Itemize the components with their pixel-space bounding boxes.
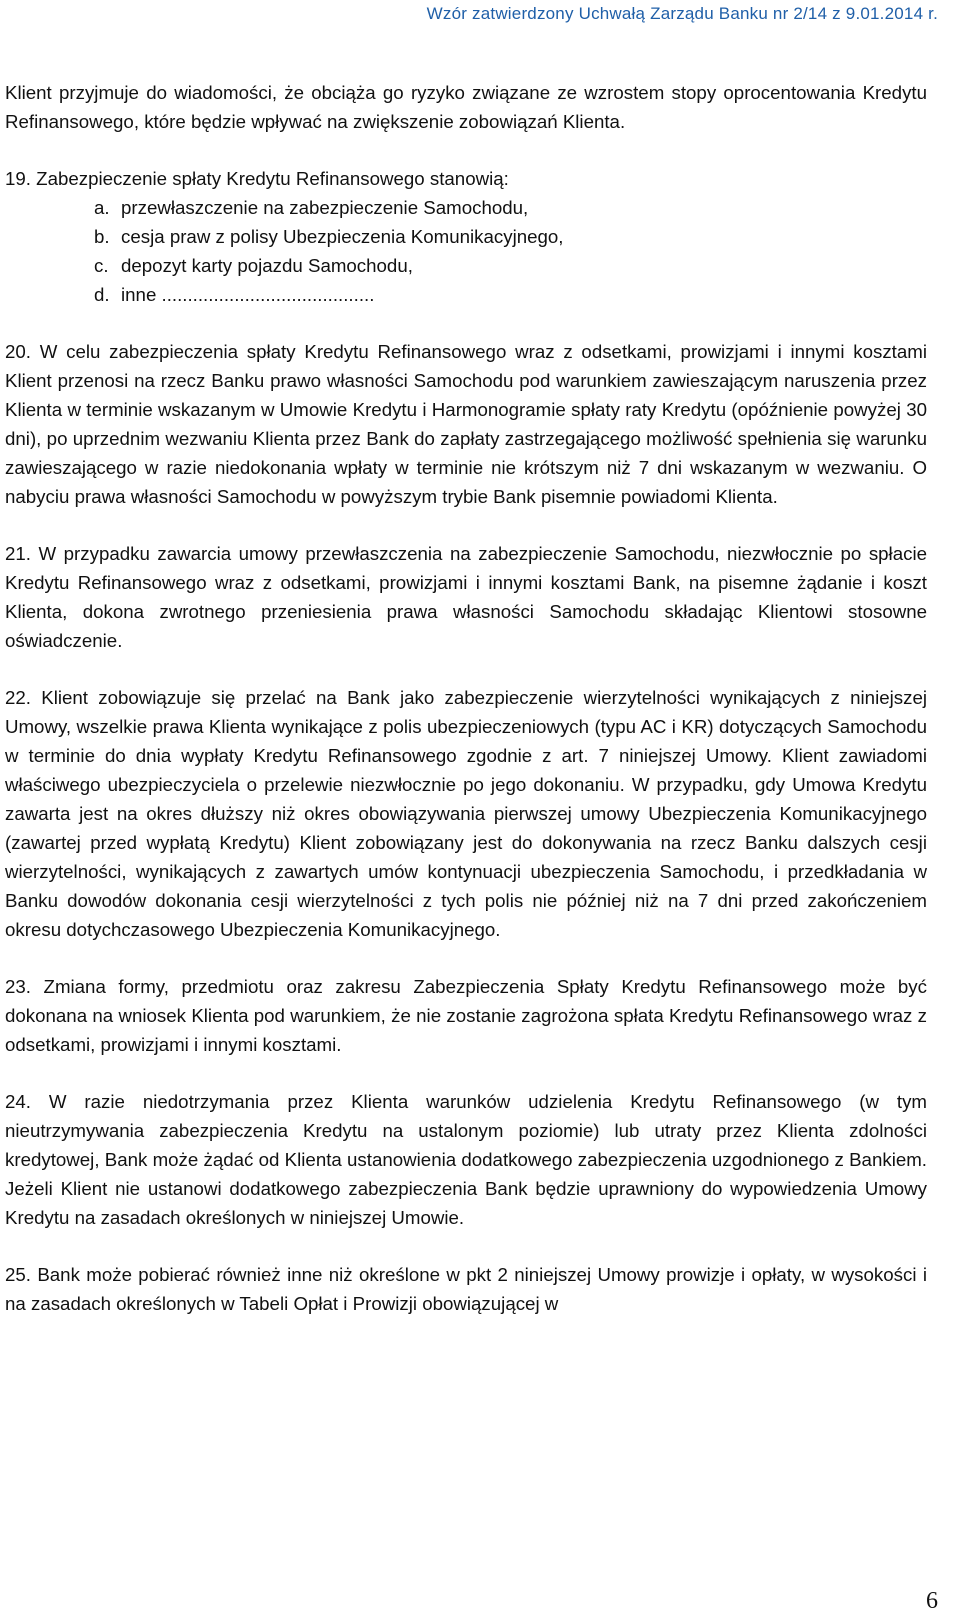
list-text: inne ......................................... <box>121 284 375 305</box>
section-23: 23. Zmiana formy, przedmiotu oraz zakresu Zabezpieczenia Spłaty Kredytu Refinansowego może być dokonana na wniosek Klienta pod warunkiem, że nie zostanie zagrożona spłata Kredytu Refinansowego wraz z odsetkami, prowizjami i innymi kosztami. <box>5 976 927 1055</box>
list-item <box>94 193 927 222</box>
section-25: 25. Bank może pobierać również inne niż określone w pkt 2 niniejszej Umowy prowizje i opłaty, w wysokości i na zasadach określonych w Tabeli Opłat i Prowizji obowiązującej w <box>5 1264 927 1314</box>
document-body <box>5 78 927 1318</box>
list-letter: a. <box>94 197 110 218</box>
spacer <box>5 1059 927 1087</box>
list-letter: c. <box>94 255 109 276</box>
spacer <box>5 655 927 683</box>
section-21: 21. W przypadku zawarcia umowy przewłaszczenia na zabezpieczenie Samochodu, niezwłocznie po spłacie Kredytu Refinansowego wraz z odsetkami, prowizjami i innymi kosztami Bank, na pisemne żądanie i koszt Klienta, dokona zwrotnego przeniesienia prawa własności Samochodu składając Klientowi stosowne oświadczenie. <box>5 543 927 651</box>
list-text: cesja praw z polisy Ubezpieczenia Komunikacyjnego, <box>121 226 564 247</box>
section-19-heading: 19. Zabezpieczenie spłaty Kredytu Refinansowego stanowią: <box>5 168 509 189</box>
section-24: 24. W razie niedotrzymania przez Klienta warunków udzielenia Kredytu Refinansowego (w tym nieutrzymywania zabezpieczenia Kredytu na ustalonym poziomie) lub utraty przez Klienta zdolności kredytowej, Bank może żądać od Klienta ustanowienia dodatkowego zabezpieczenia uzgodnionego z Bankiem. Jeżeli Klient nie ustanowi dodatkowego zabezpieczenia Bank będzie uprawniony do wypowiedzenia Umowy Kredytu na zasadach określonych w niniejszej Umowie. <box>5 1091 927 1228</box>
list-text: przewłaszczenie na zabezpieczenie Samochodu, <box>121 197 529 218</box>
list-letter: b. <box>94 226 110 247</box>
spacer <box>5 1232 927 1260</box>
page-number: 6 <box>926 1588 938 1614</box>
list-item <box>94 251 927 280</box>
list-letter: d. <box>94 284 110 305</box>
spacer <box>5 511 927 539</box>
section-22: 22. Klient zobowiązuje się przelać na Bank jako zabezpieczenie wierzytelności wynikających z niniejszej Umowy, wszelkie prawa Klienta wynikające z polis ubezpieczeniowych (typu AC i KR) dotyczących Samochodu w terminie do dnia wypłaty Kredytu Refinansowego zgodnie z art. 7 niniejszej Umowy. Klient zawiadomi właściwego ubezpieczyciela o przelewie niezwłocznie po jego dokonaniu. W przypadku, gdy Umowa Kredytu zawarta jest na okres dłuższy niż okres obowiązywania pierwszej umowy Ubezpieczenia Komunikacyjnego (zawartej przed wypłatą Kredytu) Klient zobowiązany jest do dokonywania na rzecz Banku dalszych cesji wierzytelności, wynikających z zawartych umów kontynuacji ubezpieczenia Samochodu, i przedkładania w Banku dowodów dokonania cesji wierzytelności z tych polis nie później niż na 7 dni przed zakończeniem okresu dotychczasowego Ubezpieczenia Komunikacyjnego. <box>5 687 927 940</box>
list-item <box>94 222 927 251</box>
spacer <box>5 136 927 164</box>
intro-paragraph: Klient przyjmuje do wiadomości, że obciąża go ryzyko związane ze wzrostem stopy oprocentowania Kredytu Refinansowego, które będzie wpływać na zwiększenie zobowiązań Klienta. <box>5 82 927 132</box>
list-item <box>94 280 927 309</box>
approval-note: Wzór zatwierdzony Uchwałą Zarządu Banku nr 2/14 z 9.01.2014 r. <box>426 4 938 23</box>
section-19 <box>5 164 927 309</box>
spacer <box>5 944 927 972</box>
list-text: depozyt karty pojazdu Samochodu, <box>121 255 413 276</box>
section-20: 20. W celu zabezpieczenia spłaty Kredytu Refinansowego wraz z odsetkami, prowizjami i innymi kosztami Klient przenosi na rzecz Banku prawo własności Samochodu pod warunkiem zawieszającym naruszenia przez Klienta w terminie wskazanym w Umowie Kredytu i Harmonogramie spłaty raty Kredytu (opóźnienie powyżej 30 dni), po uprzednim wezwaniu Klienta przez Bank do zapłaty zastrzegającego możliwość spełnienia się warunku zawieszającego w razie niedokonania wpłaty w terminie nie krótszym niż 7 dni wskazanym w wezwaniu. O nabyciu prawa własności Samochodu w powyższym trybie Bank pisemnie powiadomi Klienta. <box>5 341 927 507</box>
spacer <box>5 309 927 337</box>
security-list <box>5 193 927 309</box>
